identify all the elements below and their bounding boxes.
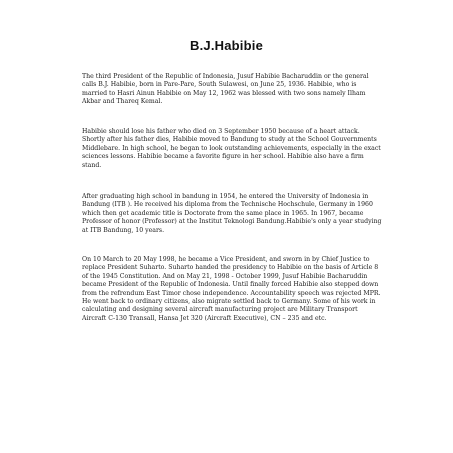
- document-title: B.J.Habibie: [190, 38, 263, 53]
- paragraph-3: After graduating high school in bandung in 1954, he entered the University of Indonesia in Bandung (ITB ). He received his diploma from the Technische Hochschule, Germany in 1960 which then get academic title is Doctorate from the same place in 1965. In 1967, became Professor of honor (Professor) at the Institut Teknologi Bandung.Habibie's only a year studying at ITB Bandung, 10 years.: [82, 193, 382, 234]
- paragraph-2: Habibie should lose his father who died on 3 September 1950 because of a heart attack. Shortly after his father dies, Habibie moved to Bandung to study at the School Gouvernments Middlebare. In high school, he began to look outstanding achievements, especially in the exact sciences lessons. Habibie became a favorite figure in her school. Habibie also have a firm stand.: [82, 128, 381, 169]
- paragraph-1: The third President of the Republic of Indonesia, Jusuf Habibie Bacharuddin or the general calls B.J. Habibie, born in Pare-Pare, South Sulawesi, on June 25, 1936. Habibie, who is married to Hasri Ainun Habibie on May 12, 1962 was blessed with two sons namely Ilham Akbar and Thareq Kemal.: [82, 73, 369, 106]
- paragraph-4: On 10 March to 20 May 1998, he became a Vice President, and sworn in by Chief Justice to replace President Suharto. Suharto handed the presidency to Habibie on the basis of Article 8 of the 1945 Constitution. And on May 21, 1998 - October 1999, Jusuf Habibie Bacharuddin became President of the Republic of Indonesia. Until finally forced Habibie also stepped down from the refrendum East Timor chose independence. Accountability speech was rejected MPR. He went back to ordinary citizens, also migrate settled back to Germany. Some of his work in calculating and designing several aircraft manufacturing project are Military Transport Aircraft C-130 Transall, Hansa Jet 320 (Aircraft Executive), CN – 235 and etc.: [82, 256, 381, 322]
